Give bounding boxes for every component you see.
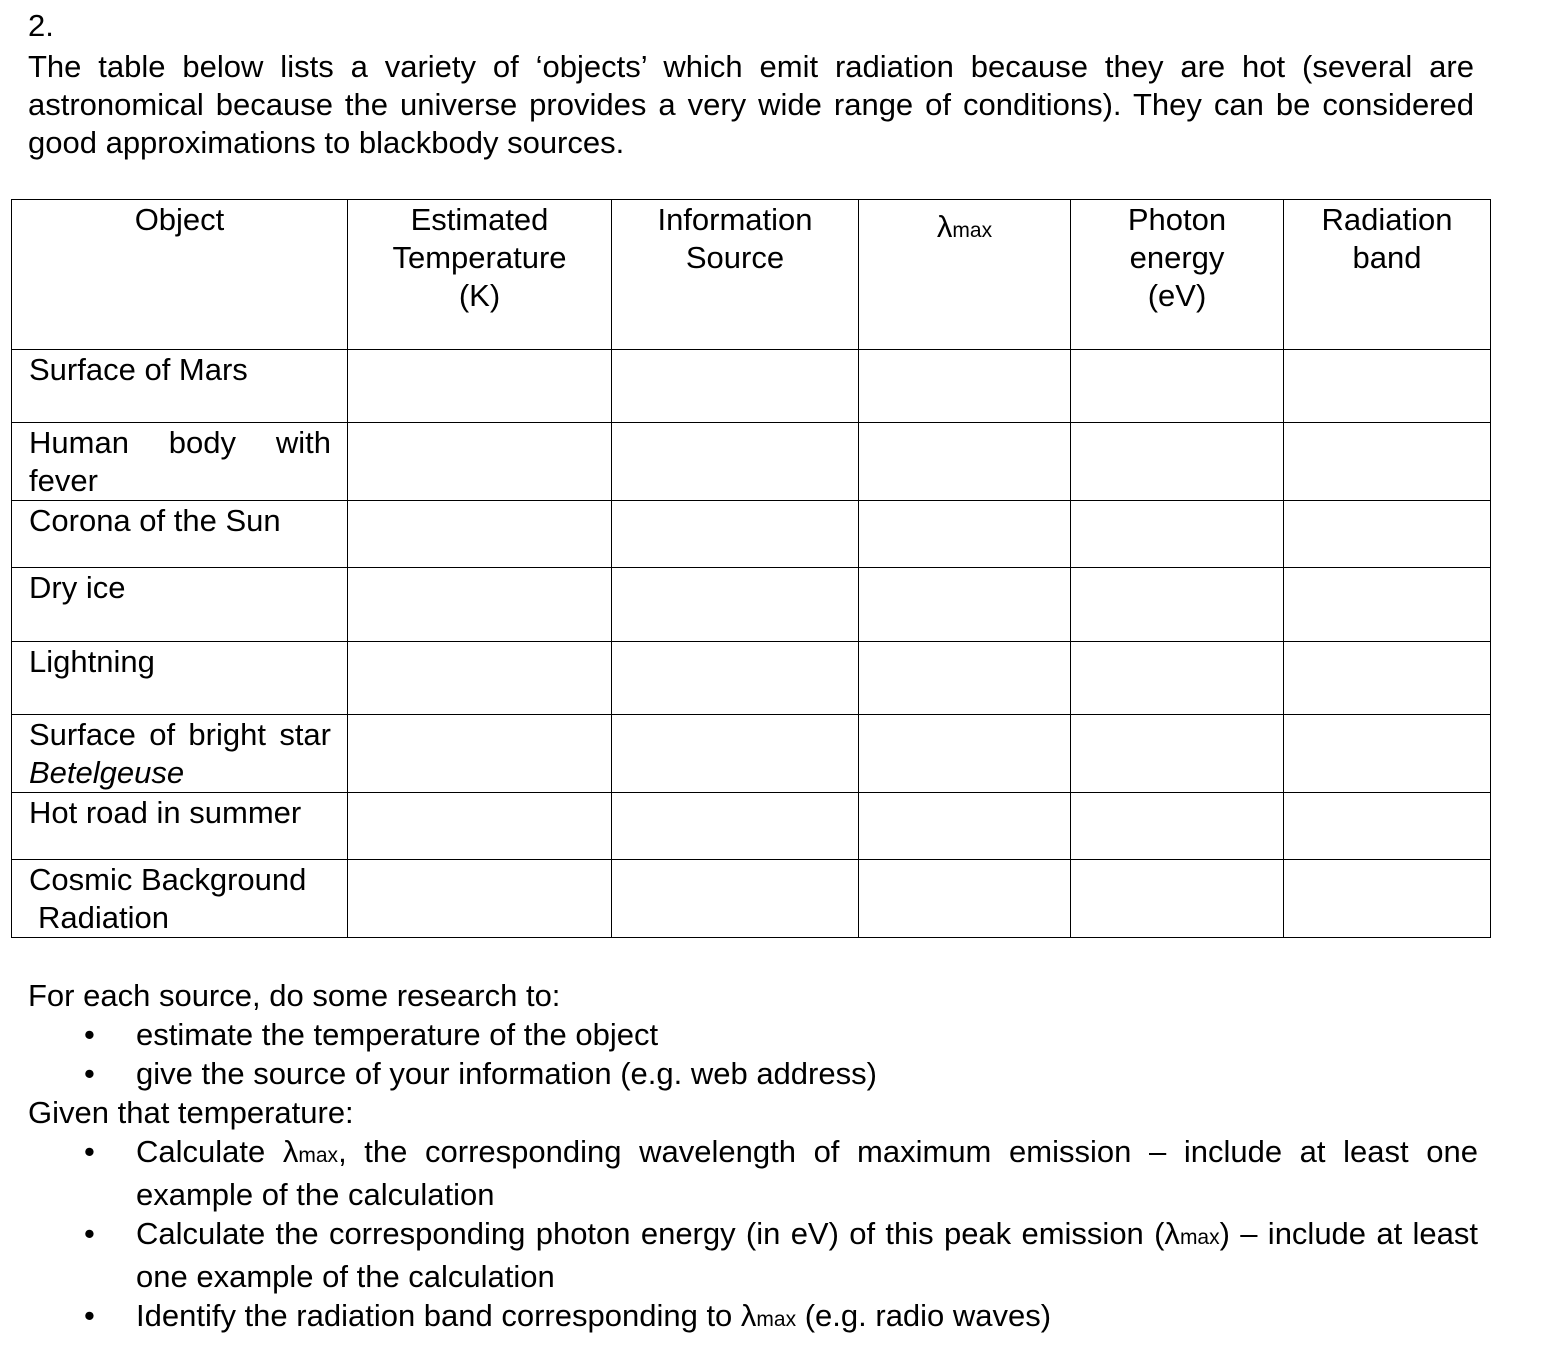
lambda-max-cell[interactable]	[859, 793, 1071, 860]
information-source-cell[interactable]	[612, 715, 859, 793]
star-name: Betelgeuse	[29, 755, 185, 790]
given-lead: Given that temperature:	[28, 1095, 354, 1130]
photon-energy-cell[interactable]	[1071, 860, 1284, 938]
object-cell: Cosmic Background Radiation	[12, 860, 348, 938]
lambda-max-cell[interactable]	[859, 501, 1071, 568]
radiation-band-cell[interactable]	[1284, 860, 1491, 938]
temperature-cell[interactable]	[348, 642, 612, 715]
object-cell: Hot road in summer	[12, 793, 348, 860]
information-source-cell[interactable]	[612, 423, 859, 501]
temperature-cell[interactable]	[348, 860, 612, 938]
header-object: Object	[12, 200, 348, 350]
calculation-list	[28, 1132, 1478, 1339]
information-source-cell[interactable]	[612, 793, 859, 860]
list-item: • Calculate λmax, the corresponding wavelength of maximum emission – include at least one example of the calculation	[84, 1134, 1478, 1212]
object-cell: Surface of Mars	[12, 350, 348, 423]
bullet-icon: •	[84, 1134, 95, 1169]
header-row	[12, 200, 1491, 350]
photon-energy-cell[interactable]	[1071, 423, 1284, 501]
bullet-icon: •	[84, 1298, 95, 1333]
blackbody-table	[11, 199, 1491, 938]
photon-energy-cell[interactable]	[1071, 715, 1284, 793]
table-row	[12, 642, 1491, 715]
table-row	[12, 501, 1491, 568]
radiation-band-cell[interactable]	[1284, 423, 1491, 501]
list-item: • estimate the temperature of the object	[84, 1017, 659, 1052]
lambda-max-cell[interactable]	[859, 350, 1071, 423]
photon-energy-cell[interactable]	[1071, 642, 1284, 715]
information-source-cell[interactable]	[612, 350, 859, 423]
object-cell: Corona of the Sun	[12, 501, 348, 568]
temperature-cell[interactable]	[348, 423, 612, 501]
object-cell: Human body with fever	[12, 423, 348, 501]
photon-energy-cell[interactable]	[1071, 568, 1284, 642]
information-source-cell[interactable]	[612, 501, 859, 568]
radiation-band-cell[interactable]	[1284, 350, 1491, 423]
radiation-band-cell[interactable]	[1284, 501, 1491, 568]
radiation-band-cell[interactable]	[1284, 715, 1491, 793]
photon-energy-cell[interactable]	[1071, 501, 1284, 568]
information-source-cell[interactable]	[612, 568, 859, 642]
header-radiation-band: Radiation band	[1284, 200, 1491, 350]
list-item: • Identify the radiation band corresponding to λmax (e.g. radio waves)	[84, 1298, 1052, 1333]
object-cell: Lightning	[12, 642, 348, 715]
table-row	[12, 860, 1491, 938]
radiation-band-cell[interactable]	[1284, 568, 1491, 642]
lambda-max-cell[interactable]	[859, 715, 1071, 793]
photon-energy-cell[interactable]	[1071, 793, 1284, 860]
list-item: • Calculate the corresponding photon energy (in eV) of this peak emission (λmax) – include at least one example of the calculation	[84, 1216, 1478, 1294]
lambda-max-cell[interactable]	[859, 860, 1071, 938]
header-photon-energy: Photon energy (eV)	[1071, 200, 1284, 350]
table-row	[12, 350, 1491, 423]
table-row	[12, 715, 1491, 793]
temperature-cell[interactable]	[348, 568, 612, 642]
bullet-icon: •	[84, 1056, 95, 1091]
temperature-cell[interactable]	[348, 793, 612, 860]
lambda-max-cell[interactable]	[859, 568, 1071, 642]
research-lead: For each source, do some research to:	[28, 978, 561, 1013]
bullet-icon: •	[84, 1017, 95, 1052]
temperature-cell[interactable]	[348, 350, 612, 423]
header-information-source: Information Source	[612, 200, 859, 350]
table-row	[12, 568, 1491, 642]
lambda-max-cell[interactable]	[859, 642, 1071, 715]
list-item: • give the source of your information (e.g. web address)	[84, 1056, 877, 1091]
radiation-band-cell[interactable]	[1284, 642, 1491, 715]
header-temperature: Estimated Temperature (K)	[348, 200, 612, 350]
table-row	[12, 423, 1491, 501]
radiation-band-cell[interactable]	[1284, 793, 1491, 860]
temperature-cell[interactable]	[348, 501, 612, 568]
bullet-icon: •	[84, 1216, 95, 1251]
photon-energy-cell[interactable]	[1071, 350, 1284, 423]
question-number: 2.	[28, 8, 54, 43]
instructions	[28, 976, 1478, 1339]
temperature-cell[interactable]	[348, 715, 612, 793]
object-cell: Dry ice	[12, 568, 348, 642]
question-intro: The table below lists a variety of ‘objects’ which emit radiation because they are hot (several are astronomical because the universe provides a very wide range of conditions). They can be considered good approximations to blackbody sources.	[28, 49, 1474, 160]
information-source-cell[interactable]	[612, 642, 859, 715]
table-row	[12, 793, 1491, 860]
header-lambda-max: λmax	[859, 200, 1071, 350]
information-source-cell[interactable]	[612, 860, 859, 938]
object-cell: Surface of bright star Betelgeuse	[12, 715, 348, 793]
lambda-max-cell[interactable]	[859, 423, 1071, 501]
research-list	[28, 1015, 1478, 1093]
